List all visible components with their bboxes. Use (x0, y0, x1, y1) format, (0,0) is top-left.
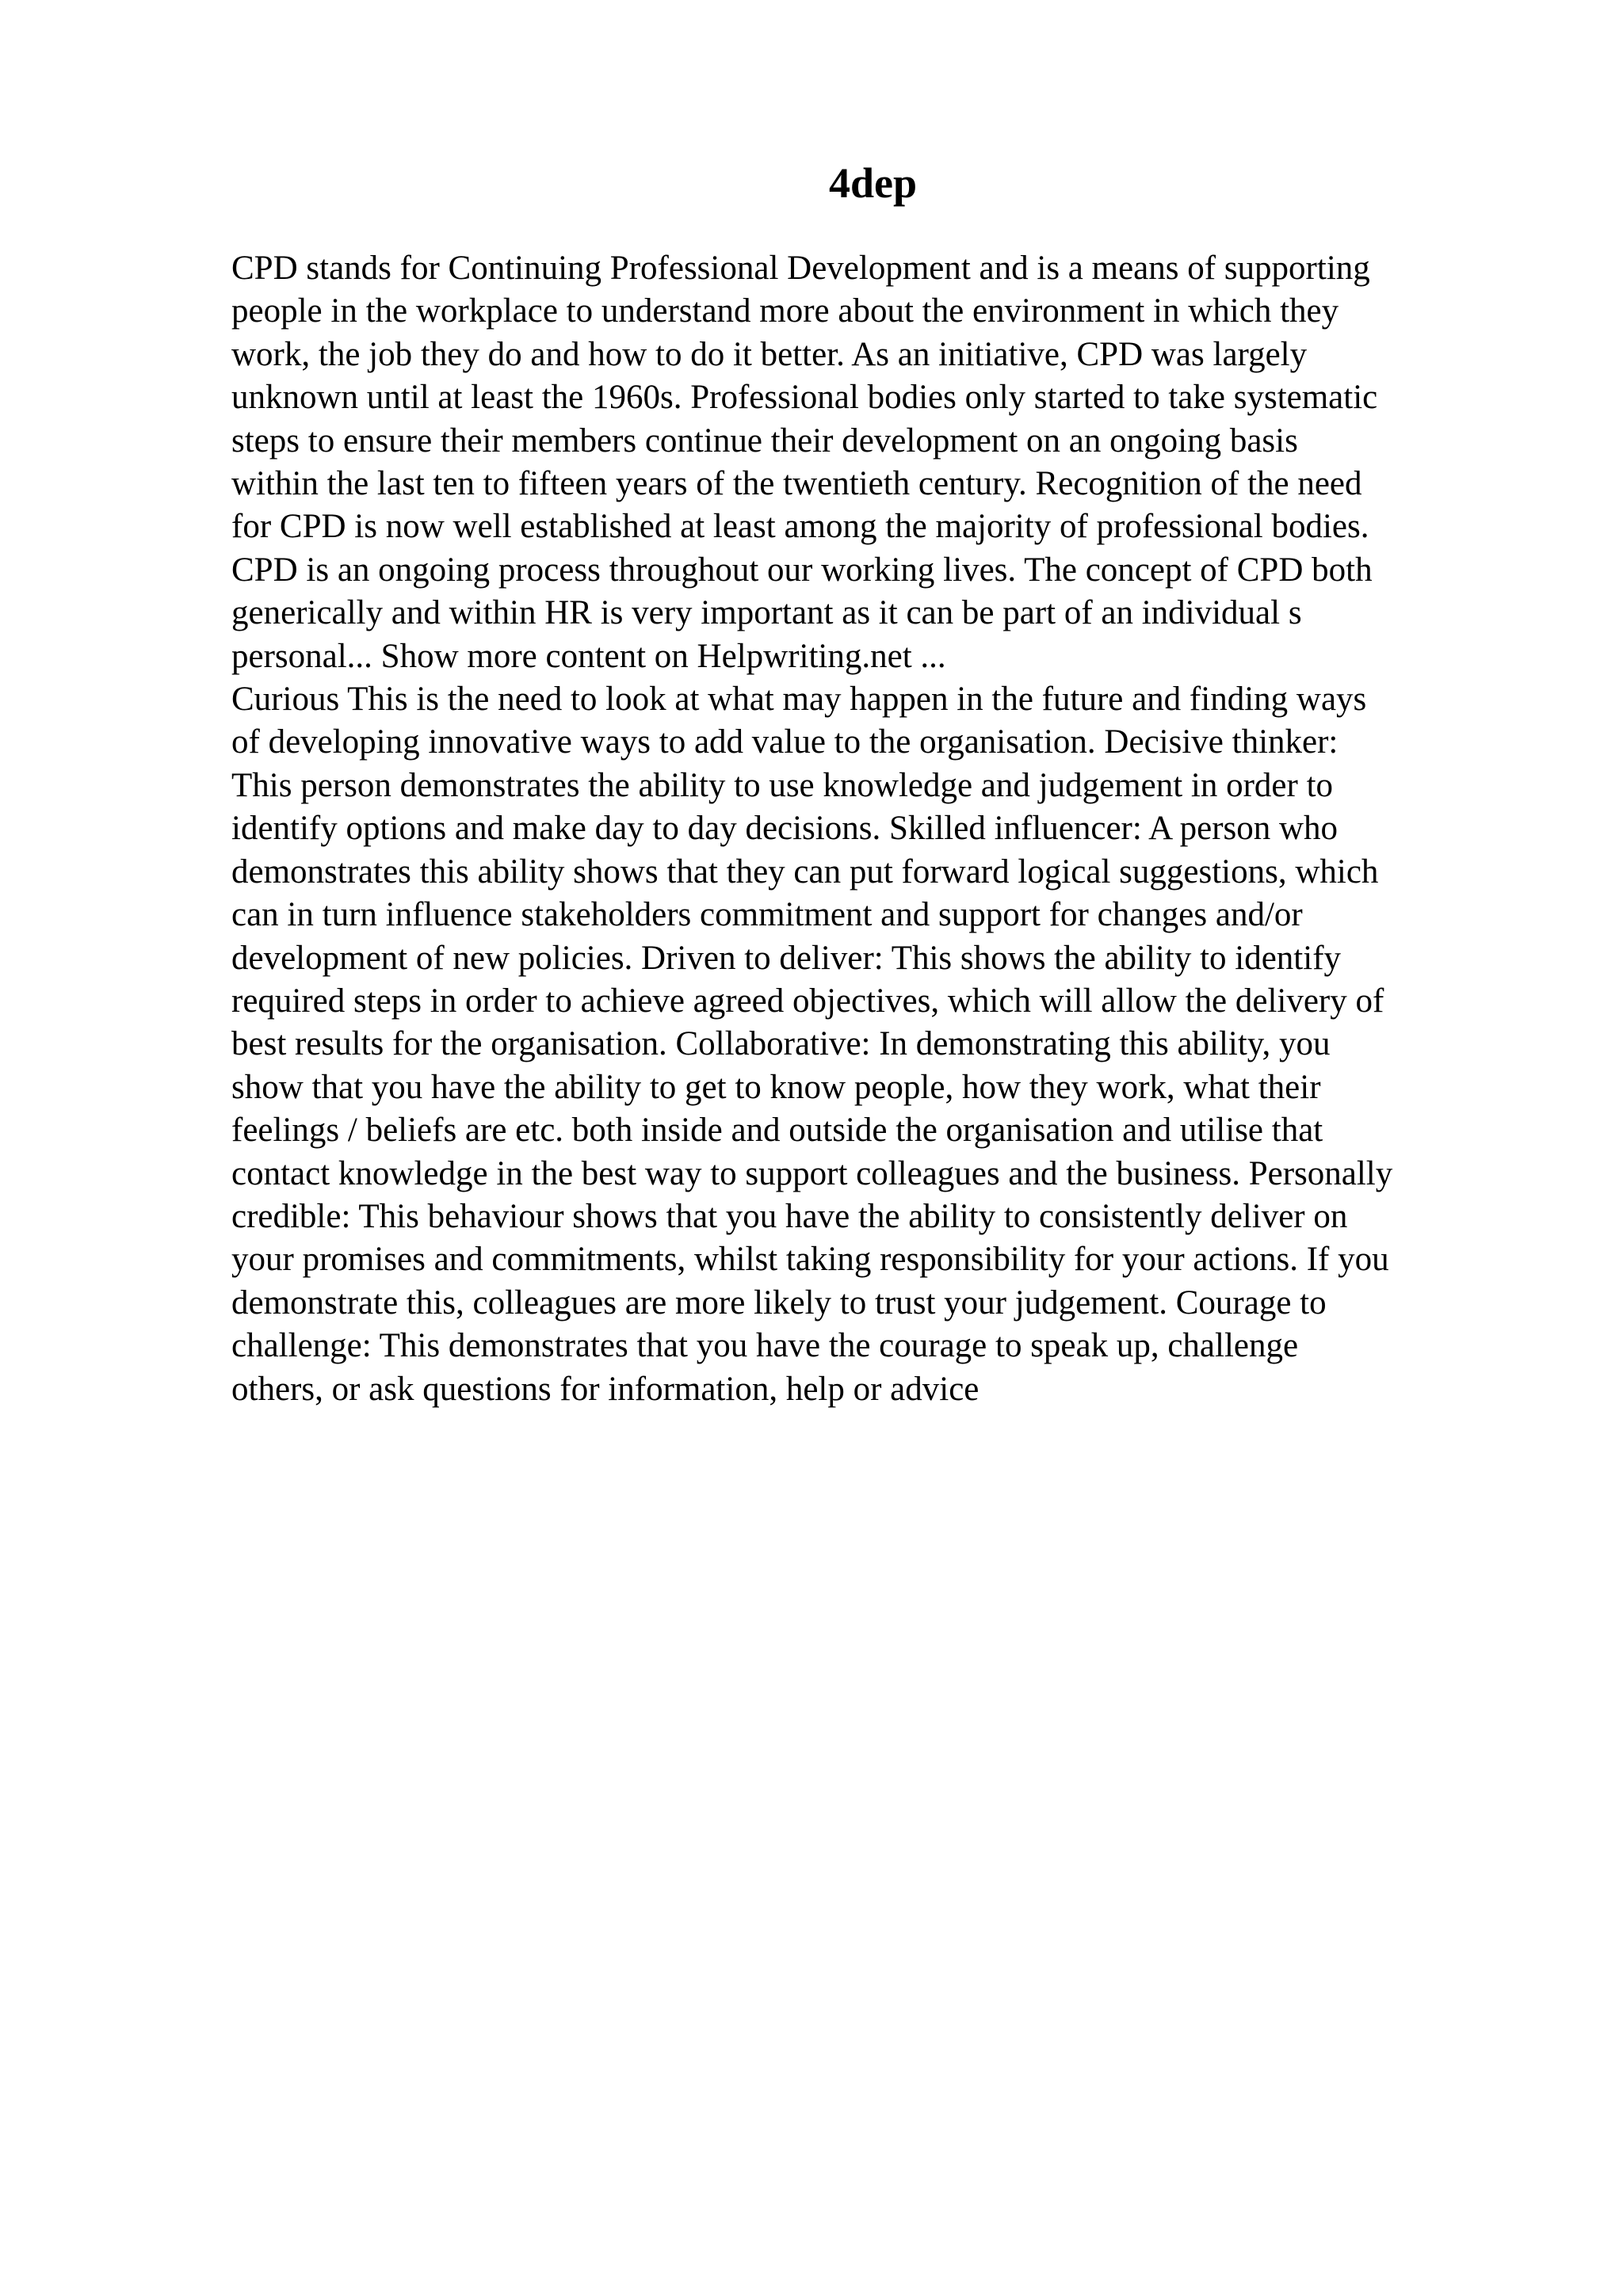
document-title: 4dep (828, 159, 918, 207)
text-line: for CPD is now well established at least among the majority of professional bodies. (231, 508, 1369, 546)
text-line: credible: This behaviour shows that you have the ability to consistently deliver on (231, 1197, 1348, 1235)
text-line: within the last ten to fifteen years of the twentieth century. Recognition of the need (231, 465, 1362, 503)
text-line: best results for the organisation. Collaborative: In demonstrating this ability, you (231, 1025, 1331, 1063)
text-line: development of new policies. Driven to deliver: This shows the ability to identify (231, 939, 1342, 977)
text-line: challenge: This demonstrates that you have the courage to speak up, challenge (231, 1327, 1299, 1365)
document-body (231, 247, 1515, 1411)
text-line: show that you have the ability to get to know people, how they work, what their (231, 1068, 1321, 1106)
text-line: Curious This is the need to look at what may happen in the future and finding ways (231, 681, 1367, 719)
text-line: CPD stands for Continuing Professional Development and is a means of supporting (231, 250, 1370, 287)
text-line: steps to ensure their members continue their development on an ongoing basis (231, 421, 1298, 460)
text-line: can in turn influence stakeholders commitment and support for changes and/or (231, 896, 1303, 934)
text-line: work, the job they do and how to do it better. As an initiative, CPD was largely (231, 335, 1308, 373)
text-line: personal... Show more content on Helpwriting.net ... (231, 637, 946, 675)
text-line: contact knowledge in the best way to support colleagues and the business. Personally (231, 1154, 1393, 1192)
text-line: demonstrates this ability shows that they can put forward logical suggestions, which (231, 852, 1379, 891)
text-line: people in the workplace to understand more about the environment in which they (231, 292, 1339, 330)
text-line: feelings / beliefs are etc. both inside and outside the organisation and utilise that (231, 1112, 1323, 1150)
text-line: others, or ask questions for information, help or advice (231, 1370, 980, 1408)
text-line: CPD is an ongoing process throughout our working lives. The concept of CPD both (231, 551, 1373, 589)
text-line: required steps in order to achieve agreed objectives, which will allow the delivery of (231, 982, 1384, 1020)
text-line: demonstrate this, colleagues are more likely to trust your judgement. Courage to (231, 1283, 1327, 1322)
text-line: your promises and commitments, whilst taking responsibility for your actions. If you (231, 1241, 1389, 1279)
text-line: unknown until at least the 1960s. Professional bodies only started to take systematic (231, 379, 1378, 417)
text-line: identify options and make day to day decisions. Skilled influencer: A person who (231, 810, 1338, 848)
text-line: of developing innovative ways to add value to the organisation. Decisive thinker: (231, 723, 1338, 761)
text-line: generically and within HR is very important as it can be part of an individual s (231, 594, 1302, 632)
text-line: This person demonstrates the ability to use knowledge and judgement in order to (231, 766, 1334, 804)
